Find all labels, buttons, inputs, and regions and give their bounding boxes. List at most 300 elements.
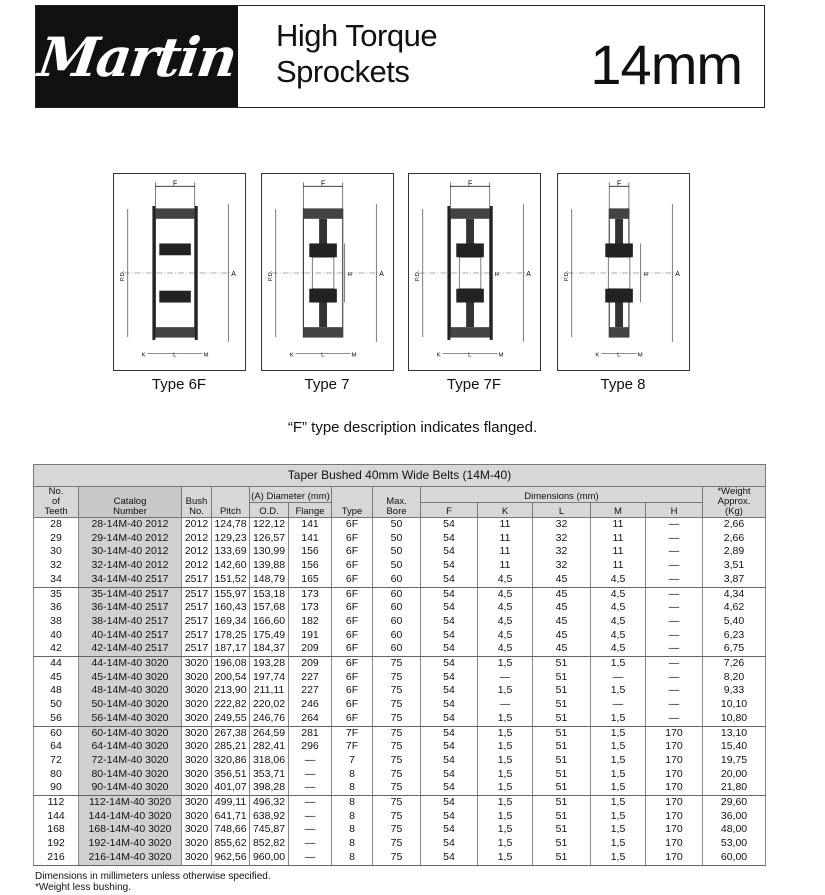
table-cell: 1,5	[591, 796, 646, 810]
svg-text:F: F	[320, 180, 326, 188]
table-cell: —	[478, 671, 533, 685]
table-cell: 962,56	[212, 851, 250, 865]
table-cell: 6F	[332, 545, 373, 559]
table-cell: 1,5	[591, 684, 646, 698]
table-cell: 353,71	[250, 768, 289, 782]
table-cell: 11	[591, 532, 646, 546]
table-cell: 1,5	[591, 781, 646, 795]
table-cell: 48,00	[703, 823, 766, 837]
table-cell: 1,5	[478, 837, 533, 851]
table-cell: 75	[373, 684, 421, 698]
table-cell: 1,5	[591, 851, 646, 865]
table-cell: 45	[533, 629, 591, 643]
table-cell: 170	[646, 740, 703, 754]
table-cell: 129,23	[212, 532, 250, 546]
table-cell: 196,08	[212, 657, 250, 671]
table-cell: —	[646, 545, 703, 559]
table-cell: 44	[34, 657, 79, 671]
table-cell: 6,75	[703, 642, 766, 656]
table-cell: 748,66	[212, 823, 250, 837]
table-cell: 141	[289, 518, 332, 532]
table-row	[34, 601, 766, 615]
table-cell: 852,82	[250, 837, 289, 851]
table-cell: —	[289, 810, 332, 824]
table-cell: 28	[34, 518, 79, 532]
svg-text:A: A	[231, 270, 236, 278]
table-cell: 2012	[182, 545, 212, 559]
table-cell: 54	[421, 823, 478, 837]
table-cell: 6F	[332, 559, 373, 573]
table-cell: 6F	[332, 657, 373, 671]
table-cell: 1,5	[591, 712, 646, 726]
table-cell: 4,5	[591, 601, 646, 615]
table-cell: 126,57	[250, 532, 289, 546]
col-bore: Max. Bore	[373, 487, 421, 518]
table-cell: 3020	[182, 712, 212, 726]
table-cell: —	[289, 851, 332, 865]
table-cell: 11	[478, 559, 533, 573]
table-cell: 170	[646, 810, 703, 824]
table-cell: 2,66	[703, 518, 766, 532]
table-cell: 170	[646, 768, 703, 782]
table-cell: 130,99	[250, 545, 289, 559]
table-cell: 170	[646, 726, 703, 740]
table-cell: 4,5	[478, 629, 533, 643]
table-cell: 51	[533, 712, 591, 726]
table-cell: —	[289, 768, 332, 782]
table-cell: 3020	[182, 684, 212, 698]
table-cell: 11	[478, 518, 533, 532]
table-cell: 75	[373, 698, 421, 712]
table-cell: 227	[289, 684, 332, 698]
table-cell: 75	[373, 712, 421, 726]
table-cell: —	[646, 573, 703, 587]
svg-text:P.D.: P.D.	[267, 270, 274, 282]
table-cell: 90	[34, 781, 79, 795]
table-cell: 246	[289, 698, 332, 712]
table-cell: 8	[332, 823, 373, 837]
table-cell: 5,40	[703, 615, 766, 629]
table-cell: 4,5	[591, 615, 646, 629]
svg-text:K: K	[141, 352, 146, 359]
table-cell: 960,00	[250, 851, 289, 865]
col-bush: Bush No.	[182, 487, 212, 518]
table-cell: 54	[421, 559, 478, 573]
table-cell: 173	[289, 601, 332, 615]
table-cell: 166,60	[250, 615, 289, 629]
table-cell: 2517	[182, 615, 212, 629]
table-cell: 175,49	[250, 629, 289, 643]
table-cell: 54	[421, 573, 478, 587]
svg-text:K: K	[289, 352, 294, 359]
table-cell: 7	[332, 754, 373, 768]
table-cell: 42-14M-40 2517	[79, 642, 182, 656]
table-cell: 51	[533, 698, 591, 712]
table-cell: 213,90	[212, 684, 250, 698]
table-cell: 45	[533, 642, 591, 656]
table-row	[34, 712, 766, 726]
svg-text:K: K	[595, 352, 600, 359]
table-cell: —	[646, 671, 703, 685]
table-cell: 2517	[182, 642, 212, 656]
table-cell: 51	[533, 768, 591, 782]
table-cell: 170	[646, 781, 703, 795]
table-cell: 4,5	[591, 573, 646, 587]
table-cell: 80-14M-40 3020	[79, 768, 182, 782]
martin-logo: Martin	[36, 6, 238, 107]
table-cell: —	[646, 629, 703, 643]
table-cell: 8	[332, 768, 373, 782]
footnote-dimensions: Dimensions in millimeters unless otherwise specified.	[35, 871, 271, 882]
table-cell: 170	[646, 754, 703, 768]
table-cell: 60	[373, 642, 421, 656]
table-cell: 641,71	[212, 810, 250, 824]
col-flange: Flange	[289, 502, 332, 518]
table-cell: 1,5	[591, 823, 646, 837]
table-cell: 75	[373, 810, 421, 824]
table-cell: 45-14M-40 3020	[79, 671, 182, 685]
table-cell: 60-14M-40 3020	[79, 726, 182, 740]
table-cell: 170	[646, 851, 703, 865]
table-cell: 1,5	[478, 712, 533, 726]
col-diameter: (A) Diameter (mm)	[250, 487, 332, 503]
table-cell: 50	[34, 698, 79, 712]
table-cell: 296	[289, 740, 332, 754]
table-cell: 165	[289, 573, 332, 587]
table-cell: 54	[421, 768, 478, 782]
table-cell: 1,5	[478, 851, 533, 865]
svg-text:H: H	[643, 271, 648, 278]
table-cell: 2,66	[703, 532, 766, 546]
table-cell: 32	[34, 559, 79, 573]
table-cell: 40-14M-40 2517	[79, 629, 182, 643]
table-cell: 4,5	[478, 573, 533, 587]
table-cell: 112	[34, 796, 79, 810]
table-cell: 4,5	[591, 629, 646, 643]
table-row	[34, 657, 766, 671]
table-cell: 4,5	[478, 587, 533, 601]
table-cell: 50-14M-40 3020	[79, 698, 182, 712]
table-cell: —	[478, 698, 533, 712]
table-cell: —	[646, 698, 703, 712]
table-row	[34, 851, 766, 865]
table-cell: —	[646, 712, 703, 726]
caption-type-7: Type 7	[304, 376, 350, 393]
table-cell: 1,5	[478, 754, 533, 768]
table-cell: 35-14M-40 2517	[79, 587, 182, 601]
table-cell: 51	[533, 740, 591, 754]
table-cell: 6F	[332, 518, 373, 532]
table-cell: 4,5	[478, 642, 533, 656]
table-cell: 54	[421, 851, 478, 865]
table-cell: 1,5	[478, 810, 533, 824]
table-cell: 264,59	[250, 726, 289, 740]
table-row	[34, 629, 766, 643]
table-cell: 192	[34, 837, 79, 851]
table-cell: 53,00	[703, 837, 766, 851]
table-row	[34, 573, 766, 587]
table-row	[34, 615, 766, 629]
table-cell: 54	[421, 615, 478, 629]
table-cell: 168	[34, 823, 79, 837]
svg-text:A: A	[675, 270, 680, 278]
table-cell: 156	[289, 559, 332, 573]
table-cell: 855,62	[212, 837, 250, 851]
table-cell: 34-14M-40 2517	[79, 573, 182, 587]
table-body	[34, 518, 766, 866]
table-cell: 267,38	[212, 726, 250, 740]
table-cell: 75	[373, 823, 421, 837]
table-cell: 54	[421, 740, 478, 754]
table-cell: —	[646, 559, 703, 573]
table-cell: 282,41	[250, 740, 289, 754]
svg-text:L: L	[617, 352, 621, 359]
table-row	[34, 518, 766, 532]
table-cell: 45	[533, 601, 591, 615]
table-cell: 1,5	[478, 740, 533, 754]
table-cell: 227	[289, 671, 332, 685]
col-teeth: No. of Teeth	[34, 487, 79, 518]
table-cell: 34	[34, 573, 79, 587]
table-cell: 3020	[182, 754, 212, 768]
table-cell: 42	[34, 642, 79, 656]
table-cell: 112-14M-40 3020	[79, 796, 182, 810]
table-cell: 60	[373, 573, 421, 587]
table-cell: 60,00	[703, 851, 766, 865]
table-cell: 3020	[182, 657, 212, 671]
table-cell: 1,5	[591, 740, 646, 754]
table-cell: 173	[289, 587, 332, 601]
table-cell: 1,5	[591, 657, 646, 671]
table-cell: 54	[421, 810, 478, 824]
table-cell: 2517	[182, 629, 212, 643]
table-cell: —	[289, 823, 332, 837]
svg-text:K: K	[436, 352, 441, 359]
table-cell: 45	[34, 671, 79, 685]
table-cell: 54	[421, 796, 478, 810]
col-h: H	[646, 502, 703, 518]
table-cell: 32-14M-40 2012	[79, 559, 182, 573]
type-7-sprocket-drawing	[261, 173, 394, 371]
col-type: Type	[332, 487, 373, 518]
table-cell: 54	[421, 781, 478, 795]
table-cell: 36	[34, 601, 79, 615]
table-cell: 1,5	[591, 810, 646, 824]
table-row	[34, 671, 766, 685]
table-cell: 11	[478, 545, 533, 559]
table-cell: 157,68	[250, 601, 289, 615]
table-cell: 60	[373, 629, 421, 643]
table-cell: 72	[34, 754, 79, 768]
table-cell: —	[289, 781, 332, 795]
table-cell: 6F	[332, 587, 373, 601]
table-cell: 3020	[182, 740, 212, 754]
table-cell: 54	[421, 629, 478, 643]
col-l: L	[533, 502, 591, 518]
table-cell: 122,12	[250, 518, 289, 532]
table-cell: 4,5	[591, 587, 646, 601]
table-cell: 64-14M-40 3020	[79, 740, 182, 754]
table-cell: —	[591, 698, 646, 712]
table-cell: 75	[373, 768, 421, 782]
table-cell: 151,52	[212, 573, 250, 587]
table-cell: 320,86	[212, 754, 250, 768]
table-cell: 75	[373, 671, 421, 685]
table-cell: 285,21	[212, 740, 250, 754]
table-cell: 38	[34, 615, 79, 629]
table-cell: 8	[332, 796, 373, 810]
table-cell: 1,5	[478, 657, 533, 671]
table-cell: 44-14M-40 3020	[79, 657, 182, 671]
table-cell: 8	[332, 851, 373, 865]
table-cell: 60	[373, 601, 421, 615]
table-cell: 6F	[332, 642, 373, 656]
table-cell: 3,87	[703, 573, 766, 587]
table-cell: 638,92	[250, 810, 289, 824]
table-cell: 8	[332, 810, 373, 824]
table-cell: 45	[533, 587, 591, 601]
table-cell: 144-14M-40 3020	[79, 810, 182, 824]
table-cell: 6F	[332, 671, 373, 685]
table-row	[34, 587, 766, 601]
table-cell: 6F	[332, 532, 373, 546]
table-cell: 54	[421, 712, 478, 726]
table-cell: 8	[332, 781, 373, 795]
table-cell: 246,76	[250, 712, 289, 726]
table-cell: 1,5	[591, 768, 646, 782]
table-row	[34, 545, 766, 559]
table-cell: 4,5	[478, 615, 533, 629]
table-cell: 45	[533, 573, 591, 587]
table-cell: 6F	[332, 615, 373, 629]
table-cell: 54	[421, 837, 478, 851]
table-cell: 51	[533, 796, 591, 810]
table-cell: 11	[591, 545, 646, 559]
table-cell: 156	[289, 545, 332, 559]
table-cell: 51	[533, 810, 591, 824]
svg-text:P.D.: P.D.	[119, 270, 126, 282]
table-cell: 32	[533, 545, 591, 559]
table-cell: 35	[34, 587, 79, 601]
svg-text:F: F	[172, 180, 178, 188]
table-cell: 141	[289, 532, 332, 546]
table-cell: 192-14M-40 3020	[79, 837, 182, 851]
caption-type-6f: Type 6F	[151, 376, 207, 393]
table-cell: 124,78	[212, 518, 250, 532]
table-cell: —	[646, 684, 703, 698]
table-cell: 75	[373, 851, 421, 865]
table-cell: 169,34	[212, 615, 250, 629]
table-cell: 8	[332, 837, 373, 851]
svg-text:A: A	[379, 270, 384, 278]
table-cell: 178,25	[212, 629, 250, 643]
table-cell: —	[591, 671, 646, 685]
table-cell: 356,51	[212, 768, 250, 782]
table-cell: —	[646, 642, 703, 656]
svg-text:L: L	[321, 352, 325, 359]
table-cell: 216	[34, 851, 79, 865]
table-cell: 51	[533, 684, 591, 698]
col-pitch: Pitch	[212, 487, 250, 518]
table-cell: 3020	[182, 851, 212, 865]
table-cell: 209	[289, 642, 332, 656]
table-cell: 318,06	[250, 754, 289, 768]
table-cell: 148,79	[250, 573, 289, 587]
table-cell: 7F	[332, 740, 373, 754]
table-cell: 60	[373, 587, 421, 601]
table-cell: 2012	[182, 559, 212, 573]
svg-text:L: L	[173, 352, 177, 359]
table-cell: 51	[533, 781, 591, 795]
table-cell: 3020	[182, 796, 212, 810]
table-row	[34, 823, 766, 837]
table-cell: —	[646, 657, 703, 671]
table-cell: 220,02	[250, 698, 289, 712]
table-cell: 1,5	[478, 781, 533, 795]
table-cell: 29	[34, 532, 79, 546]
title-line-2: Sprockets	[276, 54, 410, 89]
table-caption: Taper Bushed 40mm Wide Belts (14M-40)	[34, 465, 766, 487]
table-cell: 745,87	[250, 823, 289, 837]
table-cell: 28-14M-40 2012	[79, 518, 182, 532]
table-cell: 170	[646, 823, 703, 837]
table-cell: 3020	[182, 781, 212, 795]
table-cell: 30	[34, 545, 79, 559]
table-cell: 3020	[182, 768, 212, 782]
table-cell: 75	[373, 740, 421, 754]
table-row	[34, 810, 766, 824]
table-cell: 200,54	[212, 671, 250, 685]
table-cell: 191	[289, 629, 332, 643]
table-cell: 6F	[332, 601, 373, 615]
table-cell: 50	[373, 532, 421, 546]
type-8-sprocket-drawing	[557, 173, 690, 371]
table-cell: 4,5	[591, 642, 646, 656]
table-cell: 72-14M-40 3020	[79, 754, 182, 768]
table-cell: 51	[533, 823, 591, 837]
table-cell: 7,26	[703, 657, 766, 671]
svg-text:F: F	[616, 180, 622, 188]
table-cell: 30-14M-40 2012	[79, 545, 182, 559]
table-cell: 56	[34, 712, 79, 726]
table-cell: 11	[591, 559, 646, 573]
table-cell: 13,10	[703, 726, 766, 740]
table-cell: 10,80	[703, 712, 766, 726]
table-cell: 54	[421, 587, 478, 601]
page-title	[276, 18, 437, 90]
table-cell: —	[646, 601, 703, 615]
table-cell: 75	[373, 837, 421, 851]
table-cell: 54	[421, 698, 478, 712]
table-row	[34, 796, 766, 810]
table-cell: 3020	[182, 698, 212, 712]
table-row	[34, 768, 766, 782]
table-cell: 48-14M-40 3020	[79, 684, 182, 698]
svg-text:A: A	[526, 270, 531, 278]
type-6f-sprocket-drawing	[113, 173, 246, 371]
table-cell: 401,07	[212, 781, 250, 795]
table-cell: 54	[421, 657, 478, 671]
flange-note: “F” type description indicates flanged.	[287, 419, 538, 436]
table-cell: 209	[289, 657, 332, 671]
table-cell: 51	[533, 657, 591, 671]
col-weight: *Weight Approx. (Kg)	[703, 487, 766, 518]
table-cell: 80	[34, 768, 79, 782]
table-cell: —	[646, 587, 703, 601]
table-cell: 193,28	[250, 657, 289, 671]
table-row	[34, 559, 766, 573]
table-cell: 54	[421, 518, 478, 532]
